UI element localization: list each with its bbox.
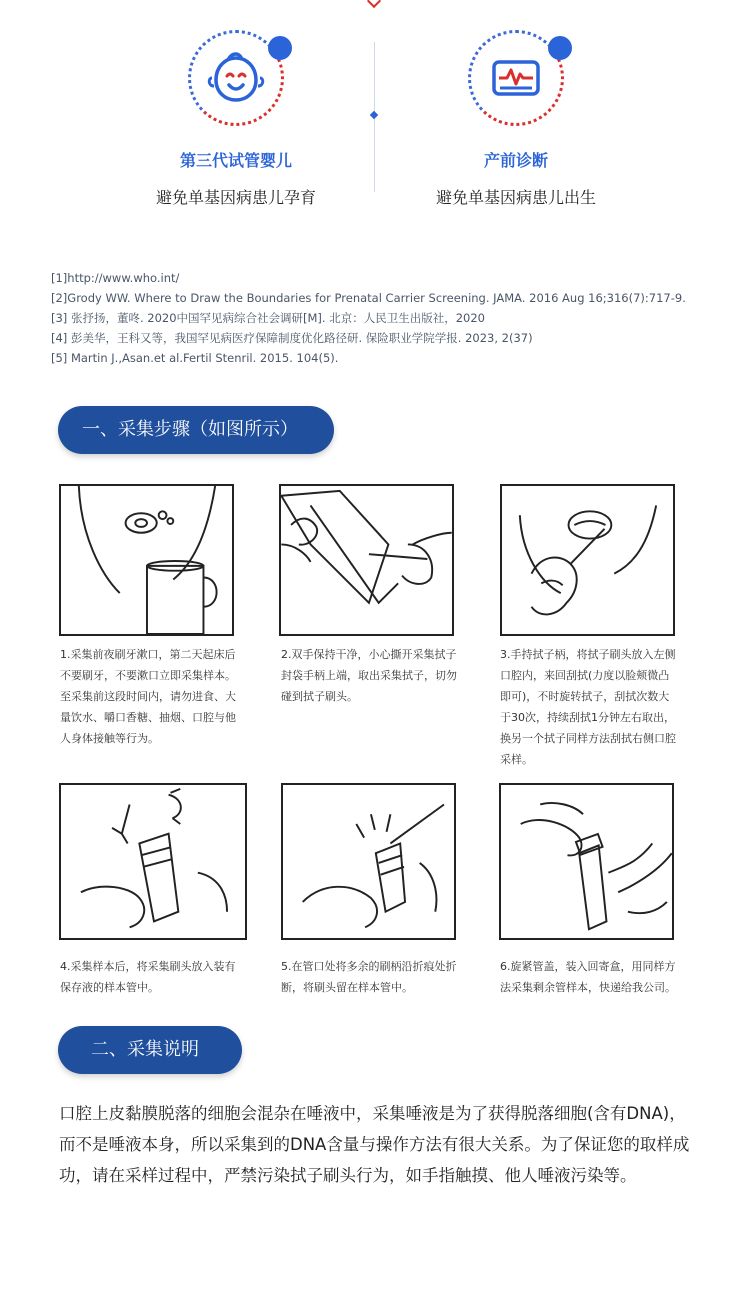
heart-monitor-icon xyxy=(486,48,546,108)
step-description: 3.手持拭子柄，将拭子刷头放入左侧口腔内，来回刮拭(力度以脸颊微凸即可)，不时旋转拭子，刮拭次数大于30次，持续刮拭1分钟左右取出，换另一个拭子同样方法刮拭右侧口腔采样。 xyxy=(500,648,676,766)
break-swab-handle-illustration xyxy=(281,783,456,940)
open-swab-package-illustration xyxy=(279,484,454,636)
step-description: 4.采集样本后，将采集刷头放入装有保存液的样本管中。 xyxy=(60,960,236,994)
reference-item: [2]Grody WW. Where to Draw the Boundaries for Prenatal Carrier Screening. JAMA. 2016 Aug 16;316(7):717-9. xyxy=(51,291,686,305)
feature-ivf xyxy=(86,30,386,208)
insert-swab-tube-illustration xyxy=(59,783,247,940)
section-heading-notes: 二、采集说明 xyxy=(58,1026,242,1074)
feature-prenatal xyxy=(366,30,666,208)
accent-dot xyxy=(268,36,292,60)
baby-face-icon xyxy=(206,48,266,108)
reference-item: [4] 彭美华，王科又等，我国罕见病医疗保障制度优化路径研. 保险职业学院学报. 2023, 2(37) xyxy=(51,331,533,345)
top-chevron-marker xyxy=(367,0,381,8)
step-description: 6.旋紧管盖，装入回寄盒，用同样方法采集剩余管样本，快递给我公司。 xyxy=(500,960,676,994)
reference-item: [3] 张抒扬，董咚. 2020中国罕见病综合社会调研[M]. 北京：人民卫生出版社，2020 xyxy=(51,311,485,325)
close-tube-cap-illustration xyxy=(499,783,674,940)
feature-subtitle: 避免单基因病患儿孕育 xyxy=(155,188,316,207)
feature-title: 第三代试管婴儿 xyxy=(179,151,292,170)
feature-title: 产前诊断 xyxy=(483,151,548,170)
step-description: 2.双手保持干净，小心撕开采集拭子封袋手柄上端，取出采集拭子，切勿碰到拭子刷头。 xyxy=(281,648,457,703)
references-list xyxy=(51,268,686,368)
section-heading-steps: 一、采集步骤（如图所示） xyxy=(58,406,334,454)
step-description: 1.采集前夜刷牙漱口，第二天起床后不要刷牙，不要漱口立即采集样本。至采集前这段时间内，请勿进食、大量饮水、嚼口香糖、抽烟、口腔与他人身体接触等行为。 xyxy=(60,648,236,745)
reference-item: [5] Martin J.,Asan.et al.Fertil Stenril. 2015. 104(5). xyxy=(51,351,339,365)
collection-notes-paragraph: 口腔上皮黏膜脱落的细胞会混杂在唾液中，采集唾液是为了获得脱落细胞(含有DNA)，而不是唾液本身，所以采集到的DNA含量与操作方法有很大关系。为了保证您的取样成功，请在采样过程中，严禁污染拭子刷头行为，如手指触摸、他人唾液污染等。 xyxy=(59,1104,690,1185)
feature-icon-circle xyxy=(468,30,564,126)
feature-subtitle: 避免单基因病患儿出生 xyxy=(435,188,596,207)
reference-item: [1]http://www.who.int/ xyxy=(51,271,180,285)
rinse-mouth-illustration xyxy=(59,484,234,636)
feature-icon-circle xyxy=(188,30,284,126)
step-description: 5.在管口处将多余的刷柄沿折痕处折断，将刷头留在样本管中。 xyxy=(281,960,457,994)
swab-cheek-illustration xyxy=(500,484,675,636)
accent-dot xyxy=(548,36,572,60)
